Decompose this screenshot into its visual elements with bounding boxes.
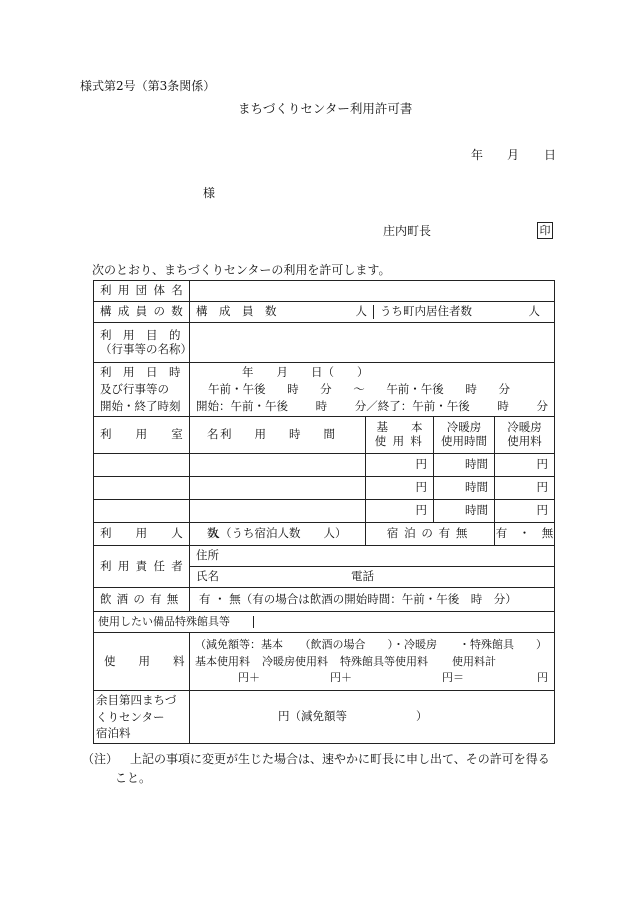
time2-ampm-start: 午前・午後 [208, 382, 266, 397]
room-aircon-time-2[interactable]: 時間 [434, 477, 495, 500]
room-aircon-fee-3[interactable]: 円 [495, 500, 555, 523]
fee-total-yen: 円 [537, 671, 548, 684]
time2-hour-start: 時 [287, 382, 299, 397]
seal-box [537, 222, 553, 239]
time-line-3 [190, 398, 554, 415]
time-header: 利 用 時 間 [190, 417, 366, 454]
fee-base-yen: 円＋ [238, 671, 260, 684]
form-number: 様式第2号（第3条関係） [80, 79, 216, 93]
alcohol-value[interactable]: 有 ・ 無（有の場合は飲酒の開始時間：午前・午後 時 分） [190, 588, 555, 612]
responsible-name-cell[interactable] [190, 567, 555, 588]
row-equipment [94, 612, 555, 633]
fee-line1: （減免額等：基本 （飲酒の場合 ）・冷暖房 ・特殊館具 ） [195, 638, 547, 651]
row-users [94, 523, 555, 546]
time2-tilde: ～ [353, 382, 365, 397]
aircon-time-header-line2: 使用時間 [441, 434, 487, 448]
time3-hour-start: 時 [315, 398, 328, 413]
row-lodging [94, 691, 555, 744]
time2-min-end: 分 [498, 382, 510, 397]
fee-field[interactable] [190, 633, 555, 691]
date-day: 日 [544, 148, 557, 162]
lodging-label-line1: 余目第四まちづ [96, 692, 177, 707]
datetime-label-line1: 利 用 日 時 [100, 365, 181, 380]
datetime-label-line2: 及び行事等の [100, 382, 169, 397]
room-name-3[interactable] [94, 500, 190, 523]
intro-text: 次のとおり、まちづくりセンターの利用を許可します。 [92, 263, 391, 277]
room-time-1[interactable] [190, 454, 366, 477]
addressee-suffix: 様 [203, 186, 216, 200]
row-purpose [94, 323, 555, 363]
room-row-3 [94, 500, 555, 523]
permit-form-table [93, 280, 555, 744]
equipment-field[interactable] [254, 616, 554, 629]
base-fee-header-line1: 基 本 [376, 420, 423, 435]
row-group-name [94, 281, 555, 302]
time2-min-start: 分 [320, 382, 332, 397]
users-label: 利 用 人 数 [94, 523, 190, 546]
lodging-value[interactable]: 円（減免額等 ） [190, 691, 555, 744]
aircon-fee-header-line1: 冷暖房 [507, 420, 542, 435]
room-row-1 [94, 454, 555, 477]
users-count[interactable]: 人（うち宿泊人数 人） [190, 523, 366, 546]
row-alcohol [94, 588, 555, 612]
purpose-label [94, 323, 190, 363]
responsible-label: 利用責任者 [94, 546, 190, 588]
datetime-field[interactable] [190, 363, 555, 417]
lodging-label-line2: くりセンター [96, 709, 165, 724]
responsible-address[interactable]: 住所 [190, 546, 555, 567]
document-title: まちづくりセンター利用許可書 [238, 101, 413, 116]
note-line1: 上記の事項に変更が生じた場合は、速やかに町長に申し出て、その許可を得る [130, 752, 550, 766]
purpose-label-line2: （行事等の名称） [100, 341, 192, 356]
datetime-label [94, 363, 190, 417]
fee-base: 基本使用料 [195, 654, 250, 668]
aircon-time-header-line1: 冷暖房 [446, 420, 482, 435]
row-datetime [94, 363, 555, 417]
fee-aircon: 冷暖房使用料 [262, 654, 328, 668]
note-prefix: （注） [82, 752, 119, 766]
room-base-fee-3[interactable]: 円 [366, 500, 434, 523]
room-aircon-fee-2[interactable]: 円 [495, 477, 555, 500]
members-cell [190, 302, 555, 323]
overnight-yes-no[interactable]: 有 ・ 無 [495, 523, 555, 546]
room-name-2[interactable] [94, 477, 190, 500]
time2-ampm-end: 午前・午後 [386, 382, 444, 397]
datetime-label-line3: 開始・終了時刻 [100, 398, 181, 413]
time3-min-end: 分 [536, 398, 548, 413]
fee-total: 使用料計 [452, 654, 496, 668]
time3-start: 開始：午前・午後 [196, 398, 288, 413]
room-aircon-fee-1[interactable]: 円 [495, 454, 555, 477]
room-aircon-time-3[interactable]: 時間 [434, 500, 495, 523]
fee-special: 特殊館具等使用料 [340, 654, 428, 668]
lodging-label [94, 691, 190, 744]
date-line: 年 月 日（ ） [242, 365, 369, 380]
fee-line3 [190, 670, 554, 686]
fee-label: 使 用 料 [94, 633, 190, 691]
issuer: 庄内町長 [383, 224, 432, 238]
seal-stamp: 印 [537, 222, 553, 239]
room-base-fee-2[interactable]: 円 [366, 477, 434, 500]
room-base-fee-1[interactable]: 円 [366, 454, 434, 477]
time-line-2 [190, 381, 554, 398]
group-name-field[interactable] [190, 281, 555, 302]
time3-end: 分／終了：午前・午後 [354, 398, 470, 413]
lodging-label-line3: 宿泊料 [96, 726, 131, 741]
members-label: 構成員の数 [94, 302, 190, 323]
group-name-label: 利用団体名 [94, 281, 190, 302]
room-time-2[interactable] [190, 477, 366, 500]
equipment-cell [94, 612, 555, 633]
room-name-1[interactable] [94, 454, 190, 477]
resident-count-label: うち町内居住者数 [380, 304, 472, 319]
equipment-label: 使用したい備品特殊館具等 [94, 616, 254, 629]
fee-special-yen: 円＝ [442, 671, 464, 684]
base-fee-header [366, 417, 434, 454]
room-time-3[interactable] [190, 500, 366, 523]
row-responsible-address [94, 546, 555, 567]
aircon-time-header [434, 417, 495, 454]
date-month: 月 [507, 148, 520, 162]
base-fee-header-line2: 使用料 [374, 434, 429, 448]
responsible-phone: 電話 [351, 569, 374, 584]
row-members [94, 302, 555, 323]
member-count-unit: 人 [355, 304, 367, 319]
member-count-label: 構 成 員 数 [196, 304, 277, 319]
time3-hour-end: 時 [497, 398, 509, 413]
time2-hour-end: 時 [465, 382, 477, 397]
overnight-label: 宿泊の有無 [366, 523, 495, 546]
responsible-name: 氏名 [196, 569, 219, 584]
purpose-label-line1: 利 用 目 的 [100, 327, 181, 342]
aircon-fee-header [495, 417, 555, 454]
room-aircon-time-1[interactable]: 時間 [434, 454, 495, 477]
note-line2: こと。 [115, 771, 152, 785]
room-label: 利 用 室 名 [94, 417, 190, 454]
row-room-header [94, 417, 555, 454]
alcohol-label: 飲酒の有無 [94, 588, 190, 612]
row-fee [94, 633, 555, 691]
purpose-field[interactable] [190, 323, 555, 363]
date-year: 年 [471, 148, 484, 162]
resident-count-unit: 人 [528, 304, 540, 319]
fee-aircon-yen: 円＋ [330, 671, 352, 684]
aircon-fee-header-line2: 使用料 [507, 434, 542, 448]
room-row-2 [94, 477, 555, 500]
fee-line2 [190, 654, 554, 671]
